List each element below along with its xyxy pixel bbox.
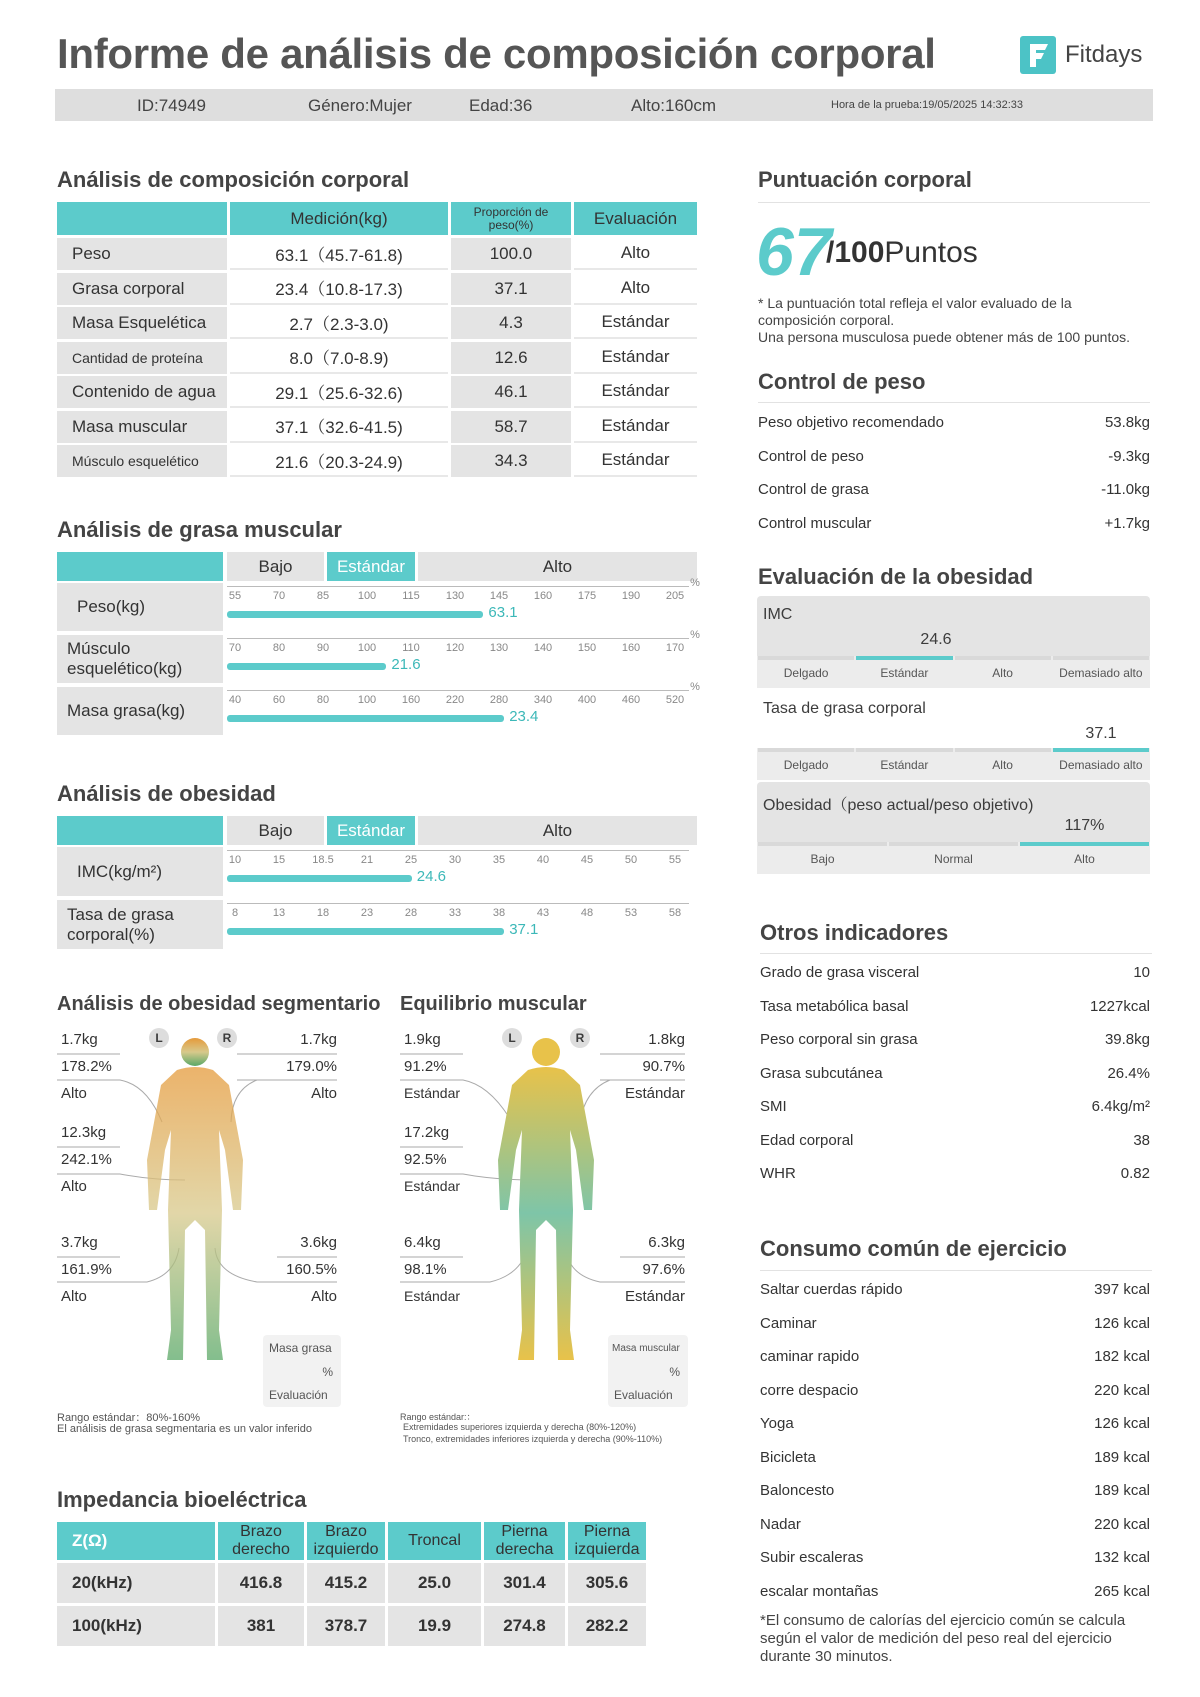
pct-unit: % bbox=[690, 681, 700, 693]
left-leg-kg: 6.4kg bbox=[404, 1234, 441, 1251]
divider bbox=[758, 402, 1150, 403]
tick-label: 55 bbox=[668, 854, 682, 866]
right-arm-eval: Alto bbox=[311, 1085, 337, 1102]
impedance-title: Impedancia bioeléctrica bbox=[57, 1487, 307, 1512]
tick-label: 43 bbox=[536, 907, 550, 919]
row-key: Peso objetivo recomendado bbox=[758, 414, 944, 431]
tick-label: 220 bbox=[445, 694, 465, 706]
right-leg-pct: 160.5% bbox=[286, 1261, 337, 1278]
row-ratio: 100.0 bbox=[451, 238, 571, 270]
row-value: -11.0kg bbox=[1101, 481, 1150, 498]
impedance-z: Z(Ω) bbox=[57, 1522, 215, 1560]
tick-label: 145 bbox=[489, 590, 509, 602]
right-arm-pct: 90.7% bbox=[642, 1058, 685, 1075]
body-muscle-figure bbox=[498, 1038, 594, 1360]
row-value: 23.4（10.8-17.3) bbox=[230, 273, 448, 305]
tick-label: 190 bbox=[621, 590, 641, 602]
row-eval: Estándar bbox=[574, 376, 697, 408]
tick-label: 280 bbox=[489, 694, 509, 706]
right-arm-kg: 1.8kg bbox=[648, 1031, 685, 1048]
obesity-eval-box bbox=[757, 782, 1150, 874]
row-value: 397 kcal bbox=[1094, 1281, 1150, 1298]
legend-b: % bbox=[322, 1365, 333, 1379]
row-key: Yoga bbox=[760, 1415, 794, 1432]
row-key: WHR bbox=[760, 1165, 796, 1182]
row-value: 6.4kg/m² bbox=[1091, 1098, 1150, 1115]
score-max: /100 bbox=[826, 236, 885, 269]
bmi-categories bbox=[757, 656, 1150, 688]
row-name: Contenido de agua bbox=[57, 376, 227, 408]
score-value: 67 bbox=[756, 214, 832, 290]
weight-control-title: Control de peso bbox=[758, 369, 926, 394]
right-arm-kg: 1.7kg bbox=[300, 1031, 337, 1048]
row-value: 2.7（2.3-3.0) bbox=[230, 307, 448, 339]
exercise-title: Consumo común de ejercicio bbox=[760, 1236, 1067, 1261]
row-name: Grasa corporal bbox=[57, 273, 227, 305]
tick-label: 53 bbox=[624, 907, 638, 919]
category-segment bbox=[856, 748, 952, 752]
row-key: Nadar bbox=[760, 1515, 801, 1533]
category-segment bbox=[1020, 842, 1149, 846]
row-value: 220 kcal bbox=[1094, 1515, 1150, 1533]
row-value: 10 bbox=[1133, 964, 1150, 981]
impedance-value: 301.4 bbox=[484, 1563, 565, 1603]
right-leg-pct: 97.6% bbox=[642, 1261, 685, 1278]
composition-title: Análisis de composición corporal bbox=[57, 167, 410, 192]
row-value: 126 kcal bbox=[1094, 1415, 1150, 1432]
obesity-value: 117% bbox=[1064, 817, 1105, 834]
category-label: Estándar bbox=[880, 666, 929, 680]
row-value: 53.8kg bbox=[1104, 414, 1150, 431]
category-label: Alto bbox=[992, 666, 1013, 680]
legend-box bbox=[263, 1335, 341, 1407]
category-label: Delgado bbox=[783, 666, 829, 680]
row-label: Peso(kg) bbox=[57, 583, 223, 631]
tick-label: 140 bbox=[533, 642, 553, 654]
col-ratio: Proporción de peso(%) bbox=[451, 202, 571, 235]
gender: Género:Mujer bbox=[308, 96, 412, 115]
row-value: 26.4% bbox=[1107, 1064, 1150, 1082]
legend-a: Masa grasa bbox=[269, 1341, 332, 1355]
trunk-pct: 92.5% bbox=[404, 1151, 447, 1168]
row-name: Peso bbox=[57, 238, 227, 270]
tick-label: 90 bbox=[316, 642, 330, 654]
score-note: * La puntuación total refleja el valor evaluado de la composición corporal. bbox=[758, 295, 1072, 328]
left-leg-eval: Estándar bbox=[404, 1288, 461, 1304]
row-ratio: 34.3 bbox=[451, 445, 571, 477]
tick-label: 115 bbox=[402, 590, 420, 602]
left-leg-pct: 98.1% bbox=[404, 1261, 447, 1278]
brand-logo bbox=[1020, 36, 1142, 74]
row-key: SMI bbox=[760, 1098, 787, 1115]
obesity-label: Obesidad（peso actual/peso objetivo) bbox=[763, 797, 1034, 814]
left-marker: L bbox=[502, 1028, 522, 1048]
test-time: Hora de la prueba:19/05/2025 14:32:33 bbox=[831, 99, 1024, 111]
muscle-balance-panel bbox=[400, 1030, 690, 1410]
value-label: 23.4 bbox=[509, 708, 539, 725]
muscle-fat-title: Análisis de grasa muscular bbox=[57, 517, 342, 542]
axis-line bbox=[227, 903, 689, 904]
trunk-kg: 17.2kg bbox=[404, 1124, 450, 1141]
category-segment bbox=[758, 748, 854, 752]
left-leg-eval: Alto bbox=[61, 1288, 87, 1305]
row-key: Edad corporal bbox=[760, 1131, 854, 1149]
category-segment bbox=[1053, 656, 1149, 660]
category-label: Demasiado alto bbox=[1059, 758, 1143, 772]
impedance-value: 416.8 bbox=[218, 1563, 304, 1603]
row-value: 39.8kg bbox=[1104, 1031, 1150, 1048]
category-segment bbox=[955, 656, 1051, 660]
others-title: Otros indicadores bbox=[760, 920, 949, 945]
category-label: Delgado bbox=[783, 758, 829, 772]
obesity-eval-title: Evaluación de la obesidad bbox=[758, 564, 1034, 589]
row-key: Control de peso bbox=[758, 447, 864, 465]
tick-label: 38 bbox=[492, 907, 506, 919]
right-marker: R bbox=[570, 1028, 590, 1048]
col-eval: Evaluación bbox=[574, 202, 697, 235]
impedance-col: Pierna derecha bbox=[484, 1522, 565, 1560]
value-bar bbox=[227, 611, 483, 618]
score-unit: Puntos bbox=[884, 236, 978, 269]
row-ratio: 46.1 bbox=[451, 376, 571, 408]
row-value: 220 kcal bbox=[1094, 1381, 1150, 1399]
trunk-eval: Estándar bbox=[404, 1178, 461, 1194]
impedance-table bbox=[57, 1522, 697, 1650]
left-arm-pct: 91.2% bbox=[404, 1058, 447, 1075]
impedance-col: Pierna izquierda bbox=[568, 1522, 646, 1560]
category-segment bbox=[856, 656, 952, 660]
category-label: Bajo bbox=[810, 852, 835, 866]
row-value: 182 kcal bbox=[1094, 1348, 1150, 1365]
row-key: Grado de grasa visceral bbox=[760, 964, 920, 981]
score-title: Puntuación corporal bbox=[758, 167, 972, 192]
tick-label: 13 bbox=[272, 907, 286, 919]
value-label: 24.6 bbox=[416, 868, 446, 885]
impedance-value: 305.6 bbox=[568, 1563, 646, 1603]
range-std: Estándar bbox=[327, 552, 415, 581]
left-leg-kg: 3.7kg bbox=[61, 1234, 98, 1251]
right-arm-eval: Estándar bbox=[624, 1085, 685, 1102]
header-blank bbox=[57, 816, 223, 845]
row-name: Masa muscular bbox=[57, 411, 227, 443]
tick-label: 175 bbox=[577, 590, 597, 602]
tick-label: 130 bbox=[445, 590, 465, 602]
row-name: Masa Esquelética bbox=[57, 307, 227, 339]
value-bar bbox=[227, 875, 412, 882]
obesity-analysis-title: Análisis de obesidad bbox=[57, 781, 276, 806]
axis-line bbox=[227, 690, 689, 691]
right-leg-eval: Estándar bbox=[624, 1288, 685, 1305]
impedance-col: Troncal bbox=[388, 1522, 481, 1560]
tick-label: 100 bbox=[357, 694, 377, 706]
divider bbox=[758, 202, 1150, 203]
muscle-note-2: Extremidades superiores izquierda y derecha (80%-120%) bbox=[403, 1422, 637, 1432]
row-key: escalar montañas bbox=[760, 1582, 879, 1600]
left-arm-kg: 1.9kg bbox=[404, 1031, 441, 1048]
impedance-value: 415.2 bbox=[307, 1563, 385, 1603]
right-arm-pct: 179.0% bbox=[286, 1058, 337, 1075]
tick-label: 70 bbox=[272, 590, 286, 602]
tick-label: 520 bbox=[665, 694, 685, 706]
segmental-title: Análisis de obesidad segmentario bbox=[57, 993, 381, 1015]
right-marker: R bbox=[217, 1028, 237, 1048]
row-ratio: 4.3 bbox=[451, 307, 571, 339]
value-bar bbox=[227, 663, 386, 670]
tick-label: 160 bbox=[401, 694, 421, 706]
axis-line bbox=[227, 850, 689, 851]
row-key: Saltar cuerdas rápido bbox=[760, 1281, 903, 1298]
row-key: Baloncesto bbox=[760, 1482, 835, 1499]
bodyfat-label: Tasa de grasa corporal bbox=[763, 700, 926, 717]
trunk-eval: Alto bbox=[61, 1178, 87, 1195]
value-bar bbox=[227, 715, 504, 722]
legend-c: Evaluación bbox=[269, 1388, 328, 1402]
tick-label: 400 bbox=[577, 694, 597, 706]
row-value: 189 kcal bbox=[1094, 1482, 1150, 1499]
body-fat-figure bbox=[147, 1038, 243, 1360]
legend-c: Evaluación bbox=[614, 1388, 673, 1402]
row-label: Masa grasa(kg) bbox=[57, 687, 223, 735]
left-marker: L bbox=[149, 1028, 169, 1048]
composition-table bbox=[57, 202, 697, 477]
row-ratio: 12.6 bbox=[451, 342, 571, 374]
row-value: 37.1（32.6-41.5) bbox=[230, 411, 448, 443]
bmi-eval-box bbox=[757, 596, 1150, 688]
pct-unit: % bbox=[690, 577, 700, 589]
tick-label: 28 bbox=[404, 907, 418, 919]
row-value: 0.82 bbox=[1120, 1165, 1150, 1182]
category-label: Demasiado alto bbox=[1059, 666, 1143, 680]
tick-label: 50 bbox=[624, 854, 638, 866]
tick-label: 8 bbox=[231, 907, 239, 919]
row-label: IMC(kg/m²) bbox=[57, 847, 223, 896]
legend-b: % bbox=[669, 1365, 680, 1379]
row-value: -9.3kg bbox=[1108, 447, 1150, 465]
bodyfat-categories bbox=[757, 748, 1150, 780]
tick-label: 120 bbox=[445, 642, 465, 654]
row-key: Bicicleta bbox=[760, 1448, 816, 1466]
impedance-value: 19.9 bbox=[388, 1606, 481, 1646]
row-value: 21.6（20.3-24.9) bbox=[230, 445, 448, 477]
tick-label: 23 bbox=[360, 907, 374, 919]
left-arm-eval: Estándar bbox=[404, 1085, 461, 1101]
tick-label: 205 bbox=[665, 590, 685, 602]
right-leg-kg: 6.3kg bbox=[648, 1234, 685, 1251]
row-key: Control muscular bbox=[758, 514, 872, 532]
tick-label: 55 bbox=[228, 590, 242, 602]
row-eval: Alto bbox=[574, 273, 697, 305]
muscle-fat-chart bbox=[57, 552, 700, 742]
tick-label: 100 bbox=[357, 590, 377, 602]
range-high: Alto bbox=[418, 552, 697, 581]
value-bar bbox=[227, 928, 504, 935]
impedance-value: 381 bbox=[218, 1606, 304, 1646]
row-eval: Estándar bbox=[574, 342, 697, 374]
segmental-fat-panel bbox=[57, 1030, 347, 1410]
score-note-2: Una persona musculosa puede obtener más de 100 puntos. bbox=[758, 329, 1131, 345]
axis-line bbox=[227, 638, 689, 639]
tick-label: 33 bbox=[448, 907, 462, 919]
user-id: ID:74949 bbox=[137, 96, 206, 115]
tick-label: 21 bbox=[360, 854, 374, 866]
row-key: Caminar bbox=[760, 1314, 817, 1332]
brand-name: Fitdays bbox=[1065, 41, 1143, 68]
category-segment bbox=[758, 656, 854, 660]
tick-label: 40 bbox=[536, 854, 550, 866]
exercise-note: *El consumo de calorías del ejercicio común se calcula según el valor de medición del peso real del ejercicio durante 30 minutos. bbox=[760, 1612, 1126, 1665]
impedance-value: 378.7 bbox=[307, 1606, 385, 1646]
tick-label: 110 bbox=[402, 642, 420, 654]
range-std: Estándar bbox=[327, 816, 415, 845]
tick-label: 45 bbox=[580, 854, 594, 866]
bmi-label: IMC bbox=[763, 606, 793, 623]
row-ratio: 37.1 bbox=[451, 273, 571, 305]
trunk-pct: 242.1% bbox=[61, 1151, 112, 1168]
row-value: 126 kcal bbox=[1094, 1314, 1150, 1332]
header-blank bbox=[57, 202, 227, 235]
left-arm-pct: 178.2% bbox=[61, 1058, 112, 1075]
row-key: Subir escaleras bbox=[760, 1549, 864, 1566]
legend-box bbox=[608, 1335, 688, 1407]
row-key: Tasa metabólica basal bbox=[760, 997, 909, 1015]
pct-unit: % bbox=[690, 629, 700, 641]
bodyfat-value: 37.1 bbox=[1085, 725, 1117, 742]
row-name: Músculo esquelético bbox=[57, 445, 227, 477]
tick-label: 460 bbox=[621, 694, 641, 706]
row-value: 189 kcal bbox=[1094, 1448, 1150, 1466]
tick-label: 70 bbox=[228, 642, 242, 654]
tick-label: 15 bbox=[272, 854, 286, 866]
header-blank bbox=[57, 552, 223, 581]
obesity-categories bbox=[757, 842, 1150, 874]
tick-label: 58 bbox=[668, 907, 682, 919]
range-low: Bajo bbox=[227, 816, 324, 845]
divider bbox=[760, 953, 1152, 954]
category-label: Normal bbox=[934, 852, 973, 866]
tick-label: 340 bbox=[533, 694, 553, 706]
row-value: 265 kcal bbox=[1094, 1582, 1150, 1600]
tick-label: 48 bbox=[580, 907, 594, 919]
tick-label: 10 bbox=[228, 854, 242, 866]
trunk-kg: 12.3kg bbox=[61, 1124, 107, 1141]
tick-label: 160 bbox=[621, 642, 641, 654]
right-leg-eval: Alto bbox=[311, 1288, 337, 1305]
muscle-note-1: Rango estándar:： bbox=[400, 1412, 476, 1422]
row-value: 132 kcal bbox=[1094, 1549, 1150, 1566]
age: Edad:36 bbox=[469, 96, 533, 115]
row-name: Cantidad de proteína bbox=[57, 342, 227, 374]
legend-a: Masa muscular bbox=[612, 1343, 680, 1354]
impedance-col: Brazo izquierdo bbox=[307, 1522, 385, 1560]
value-label: 21.6 bbox=[391, 656, 421, 673]
impedance-row-label: 20(kHz) bbox=[57, 1563, 215, 1603]
obesity-chart bbox=[57, 816, 697, 956]
tick-label: 30 bbox=[448, 854, 462, 866]
tick-label: 60 bbox=[272, 694, 286, 706]
col-measure: Medición(kg) bbox=[230, 202, 448, 235]
category-segment bbox=[1053, 748, 1149, 752]
row-key: Grasa subcutánea bbox=[760, 1064, 883, 1082]
row-value: +1.7kg bbox=[1104, 514, 1150, 532]
row-label: Tasa de grasa corporal(%) bbox=[57, 900, 223, 949]
tick-label: 80 bbox=[316, 694, 330, 706]
value-label: 63.1 bbox=[488, 604, 518, 621]
row-value: 8.0（7.0-8.9) bbox=[230, 342, 448, 374]
row-eval: Alto bbox=[574, 238, 697, 270]
tick-label: 18.5 bbox=[312, 854, 334, 866]
row-key: corre despacio bbox=[760, 1381, 859, 1399]
segmental-note-1: Rango estándar：80%-160% bbox=[57, 1412, 201, 1424]
impedance-value: 25.0 bbox=[388, 1563, 481, 1603]
left-leg-pct: 161.9% bbox=[61, 1261, 112, 1278]
category-label: Alto bbox=[1074, 852, 1095, 866]
impedance-value: 282.2 bbox=[568, 1606, 646, 1646]
row-key: caminar rapido bbox=[760, 1348, 860, 1365]
bmi-value: 24.6 bbox=[920, 631, 952, 648]
right-leg-kg: 3.6kg bbox=[300, 1234, 337, 1251]
row-ratio: 58.7 bbox=[451, 411, 571, 443]
impedance-value: 274.8 bbox=[484, 1606, 565, 1646]
fitdays-logo-icon bbox=[1020, 36, 1056, 74]
row-value: 38 bbox=[1133, 1131, 1150, 1149]
info-bar bbox=[55, 89, 1153, 121]
category-segment bbox=[955, 748, 1051, 752]
axis-line bbox=[227, 586, 689, 587]
muscle-balance-title: Equilibrio muscular bbox=[400, 993, 587, 1015]
height: Alto:160cm bbox=[631, 96, 717, 115]
category-label: Alto bbox=[992, 758, 1013, 772]
row-eval: Estándar bbox=[574, 445, 697, 477]
bodyfat-eval-box bbox=[757, 700, 1150, 782]
tick-label: 170 bbox=[665, 642, 685, 654]
tick-label: 130 bbox=[489, 642, 509, 654]
value-label: 37.1 bbox=[509, 921, 539, 938]
left-arm-kg: 1.7kg bbox=[61, 1031, 98, 1048]
segmental-note-2: El análisis de grasa segmentaria es un valor inferido bbox=[57, 1423, 312, 1435]
left-arm-eval: Alto bbox=[61, 1085, 87, 1102]
row-key: Control de grasa bbox=[758, 481, 869, 498]
tick-label: 150 bbox=[577, 642, 597, 654]
row-value: 63.1（45.7-61.8) bbox=[230, 238, 448, 270]
range-low: Bajo bbox=[227, 552, 324, 581]
tick-label: 35 bbox=[492, 854, 506, 866]
tick-label: 85 bbox=[316, 590, 330, 602]
tick-label: 80 bbox=[272, 642, 286, 654]
row-value: 29.1（25.6-32.6) bbox=[230, 376, 448, 408]
category-segment bbox=[758, 842, 887, 846]
row-key: Peso corporal sin grasa bbox=[760, 1031, 918, 1048]
row-label: Músculo esquelético(kg) bbox=[57, 635, 223, 683]
tick-label: 25 bbox=[404, 854, 418, 866]
impedance-row-label: 100(kHz) bbox=[57, 1606, 215, 1646]
tick-label: 160 bbox=[533, 590, 553, 602]
report-title: Informe de análisis de composición corporal bbox=[57, 30, 936, 77]
tick-label: 40 bbox=[228, 694, 242, 706]
muscle-note-3: Tronco, extremidades inferiores izquierda y derecha (90%-110%) bbox=[403, 1434, 663, 1444]
row-eval: Estándar bbox=[574, 307, 697, 339]
impedance-col: Brazo derecho bbox=[218, 1522, 304, 1560]
divider bbox=[760, 1270, 1152, 1271]
row-value: 1227kcal bbox=[1089, 997, 1150, 1015]
range-high: Alto bbox=[418, 816, 697, 845]
tick-label: 100 bbox=[357, 642, 377, 654]
category-segment bbox=[889, 842, 1018, 846]
category-label: Estándar bbox=[880, 758, 929, 772]
row-eval: Estándar bbox=[574, 411, 697, 443]
tick-label: 18 bbox=[316, 907, 330, 919]
